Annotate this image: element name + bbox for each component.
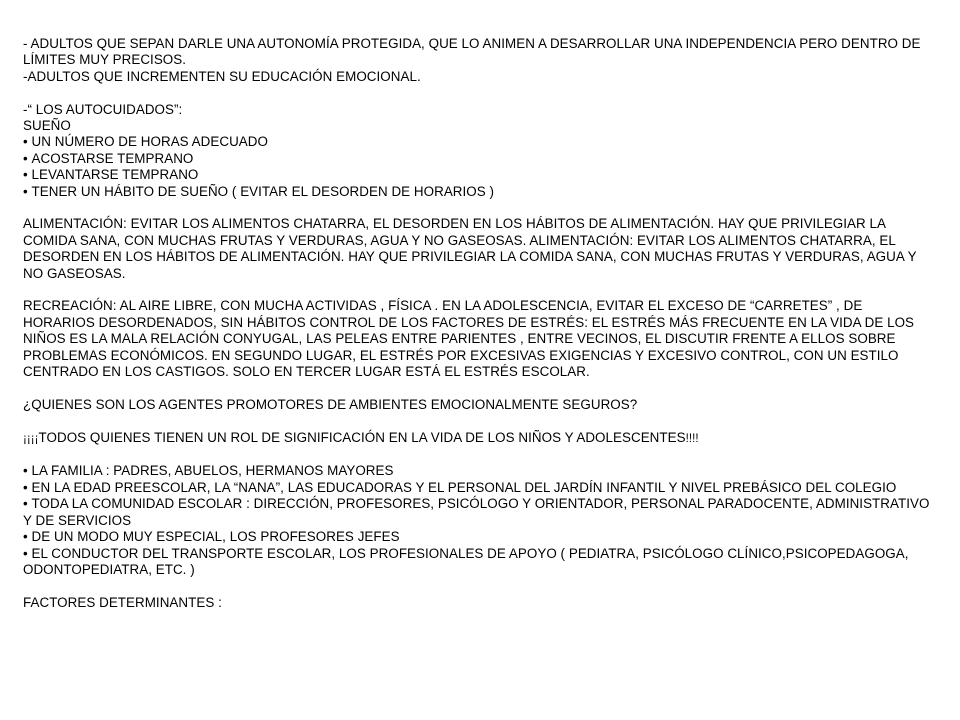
- agent-item-familia: • LA FAMILIA : PADRES, ABUELOS, HERMANOS MAYORES: [23, 463, 933, 479]
- alimentacion-paragraph: ALIMENTACIÓN: EVITAR LOS ALIMENTOS CHATARRA, EL DESORDEN EN LOS HÁBITOS DE ALIMENTACIÓN. HAY QUE PRIVILEGIAR LA COMIDA SANA, CON MUCHAS FRUTAS Y VERDURAS, AGUA Y NO GASEOSAS. ALIMENTACIÓN: EVITAR LOS ALIMENTOS CHATARRA, EL DESORDEN EN LOS HÁBITOS DE ALIMENTACIÓN. HAY QUE PRIVILEGIAR LA COMIDA SANA, CON MUCHAS FRUTAS Y VERDURAS, AGUA Y NO GASEOSAS.: [23, 216, 917, 281]
- sueno-bullet-horas: • UN NÚMERO DE HORAS ADECUADO: [23, 134, 933, 150]
- agent-item-profesores-jefes: • DE UN MODO MUY ESPECIAL, LOS PROFESORES JEFES: [23, 529, 933, 545]
- recreacion-continuation: CENTRADO EN LOS CASTIGOS. SOLO EN TERCER LUGAR ESTÁ EL ESTRÉS ESCOLAR.: [23, 364, 590, 380]
- sueno-bullet-levantarse: • LEVANTARSE TEMPRANO: [23, 167, 933, 183]
- factores-heading: FACTORES DETERMINANTES :: [23, 594, 222, 610]
- intro-line-educacion-emocional: -ADULTOS QUE INCREMENTEN SU EDUCACIÓN EMOCIONAL.: [23, 68, 421, 84]
- slide-text-body: [23, 36, 933, 611]
- sueno-bullet-habito: • TENER UN HÁBITO DE SUEÑO ( EVITAR EL DESORDEN DE HORARIOS ): [23, 184, 933, 200]
- answer-suffix: !!!!: [685, 432, 699, 445]
- autocuidados-heading: -“ LOS AUTOCUIDADOS”:: [23, 101, 183, 117]
- recreacion-paragraph: RECREACIÓN: AL AIRE LIBRE, CON MUCHA ACTIVIDAS , FÍSICA . EN LA ADOLESCENCIA, EVITAR EL EXCESO DE “CARRETES” , DE HORARIOS DESORDENADOS, SIN HÁBITOS CONTROL DE LOS FACTORES DE ESTRÉS: EL ESTRÉS MÁS FRECUENTE EN LA VIDA DE LOS NIÑOS ES LA MALA RELACIÓN CONYUGAL, LAS PELEAS ENTRE PARIENTES , ENTRE VECINOS, EL DISCUTIR FRENTE A ELLOS SOBRE PROBLEMAS ECONÓMICOS. EN SEGUNDO LUGAR, EL ESTRÉS POR EXCESIVAS EXIGENCIAS Y EXCESIVO CONTROL, CON UN ESTILO: [23, 298, 915, 363]
- sueno-bullet-acostarse: • ACOSTARSE TEMPRANO: [23, 151, 933, 167]
- answer-text: TODOS QUIENES TIENEN UN ROL DE SIGNIFICACIÓN EN LA VIDA DE LOS NIÑOS Y ADOLESCENTES: [38, 429, 686, 445]
- agentes-question: ¿QUIENES SON LOS AGENTES PROMOTORES DE AMBIENTES EMOCIONALMENTE SEGUROS?: [23, 396, 638, 412]
- agentes-answer: [23, 430, 933, 447]
- intro-line-autonomia: - ADULTOS QUE SEPAN DARLE UNA AUTONOMÍA PROTEGIDA, QUE LO ANIMEN A DESARROLLAR UNA INDEPENDENCIA PERO DENTRO DE LÍMITES MUY PRECISOS.: [23, 36, 921, 68]
- sueno-subheading: SUEÑO: [23, 118, 71, 134]
- answer-prefix: ¡¡¡¡: [23, 432, 39, 445]
- agent-item-comunidad-escolar: • TODA LA COMUNIDAD ESCOLAR : DIRECCIÓN, PROFESORES, PSICÓLOGO Y ORIENTADOR, PERSONAL PARADOCENTE, ADMINISTRATIVO Y DE SERVICIOS: [23, 496, 933, 529]
- agent-item-preescolar: • EN LA EDAD PREESCOLAR, LA “NANA”, LAS EDUCADORAS Y EL PERSONAL DEL JARDÍN INFANTIL Y NIVEL PREBÁSICO DEL COLEGIO: [23, 480, 933, 496]
- agent-item-transporte-apoyo: • EL CONDUCTOR DEL TRANSPORTE ESCOLAR, LOS PROFESIONALES DE APOYO ( PEDIATRA, PSICÓLOGO CLÍNICO,PSICOPEDAGOGA, ODONTOPEDIATRA, ETC. ): [23, 546, 933, 579]
